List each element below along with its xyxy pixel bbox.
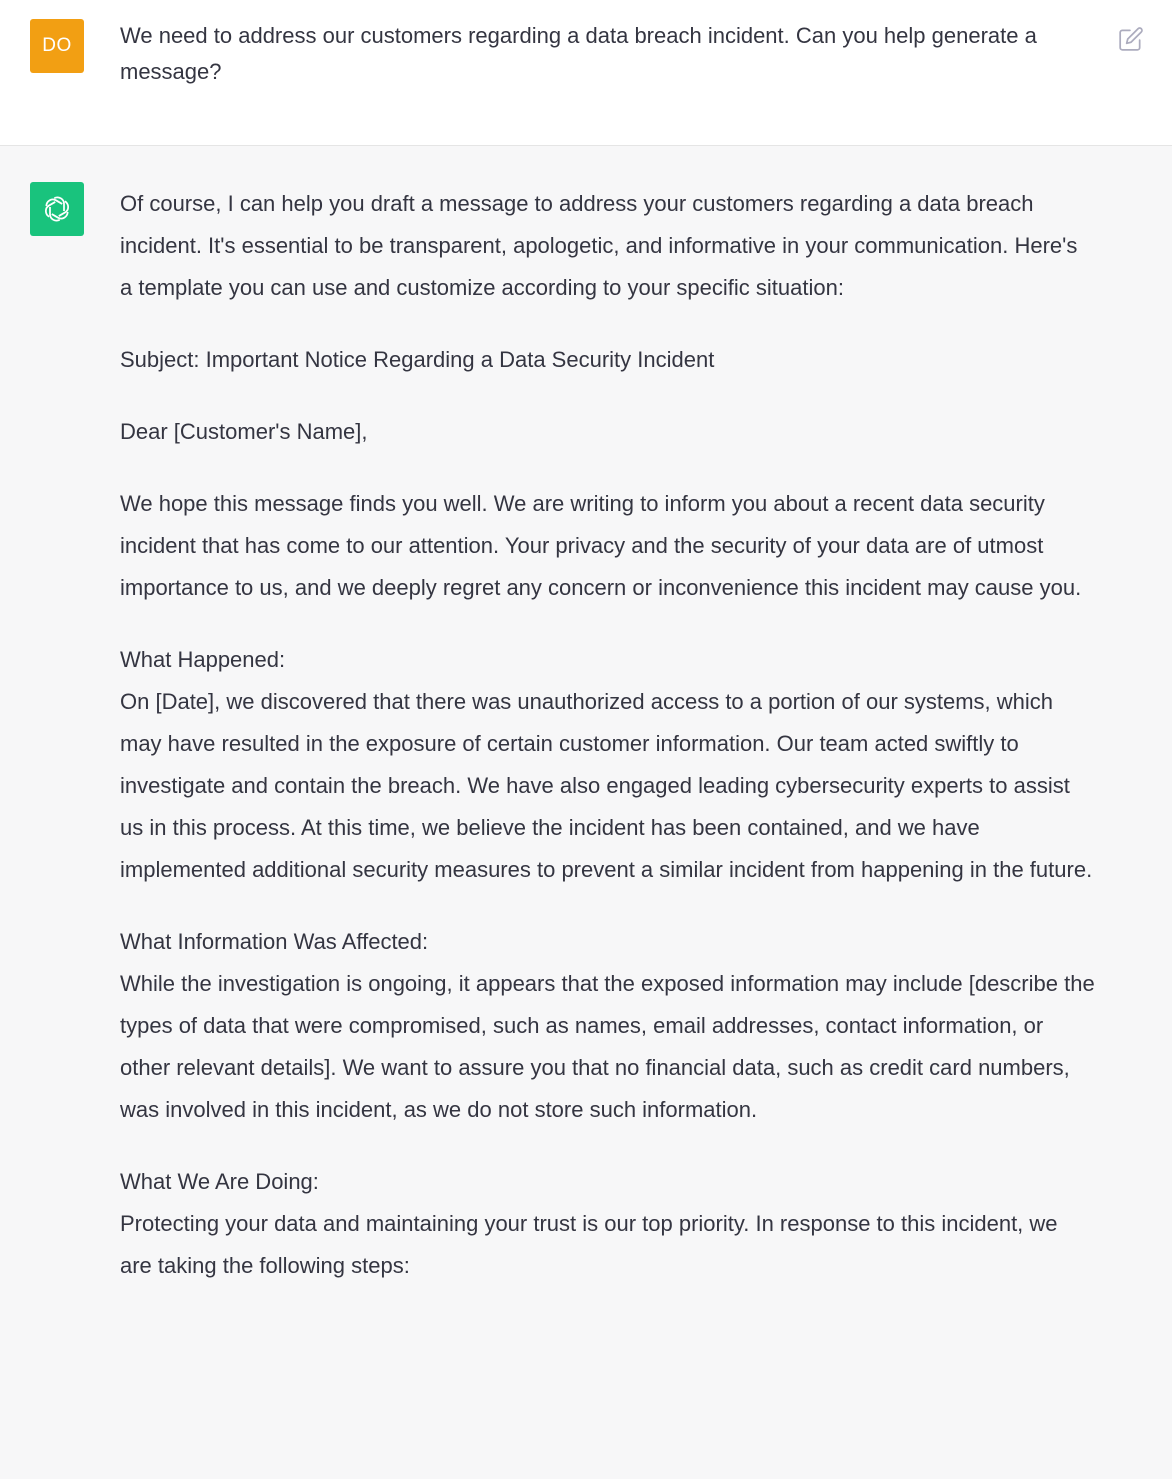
section-what-we-are-doing [120,1161,1095,1287]
edit-icon [1118,26,1144,52]
edit-message-button[interactable] [1118,26,1144,52]
section-information-affected [120,921,1095,1131]
openai-logo-icon [42,194,72,224]
section-text: Protecting your data and maintaining your trust is our top priority. In response to this incident, we are taking the following steps: [120,1211,1058,1278]
section-text: While the investigation is ongoing, it appears that the exposed information may include [describe the types of data that were compromised, such as names, email addresses, contact information, or other relevant details]. We want to assure you that no financial data, such as credit card numbers, was involved in this incident, as we do not store such information. [120,971,1095,1122]
section-heading: What Happened: [120,647,286,672]
salutation: Dear [Customer's Name], [120,419,368,444]
assistant-message-body [120,183,1095,1317]
assistant-avatar [30,182,84,236]
section-heading: What We Are Doing: [120,1169,319,1194]
user-message-text: We need to address our customers regarding a data breach incident. Can you help generate a message? [120,23,1037,84]
intro-paragraph: Of course, I can help you draft a message to address your customers regarding a data breach incident. It's essential to be transparent, apologetic, and informative in your communication. Here's a template you can use and customize according to your specific situation: [120,191,1078,300]
opening-paragraph: We hope this message finds you well. We are writing to inform you about a recent data security incident that has come to our attention. Your privacy and the security of your data are of utmost importance to us, and we deeply regret any concern or inconvenience this incident may cause you. [120,491,1082,600]
user-message-row [0,0,1172,146]
user-avatar [30,19,84,73]
section-what-happened [120,639,1095,891]
assistant-message-row [0,146,1172,1479]
section-heading: What Information Was Affected: [120,929,429,954]
user-avatar-initials: DO [42,35,72,56]
section-text: On [Date], we discovered that there was unauthorized access to a portion of our systems, which may have resulted in the exposure of certain customer information. Our team acted swiftly to investigate and contain the breach. We have also engaged leading cybersecurity experts to assist us in this process. At this time, we believe the incident has been contained, and we have implemented additional security measures to prevent a similar incident from happening in the future. [120,689,1093,882]
subject-line: Subject: Important Notice Regarding a Data Security Incident [120,347,715,372]
